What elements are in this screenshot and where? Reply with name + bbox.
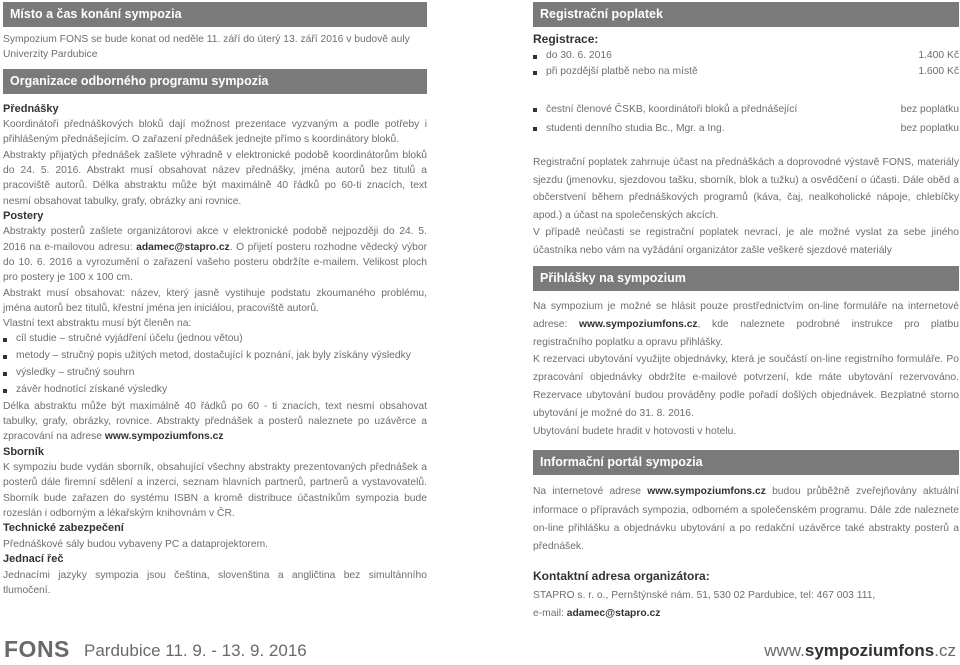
fee-list xyxy=(533,48,959,82)
bullet-icon xyxy=(3,355,7,359)
bullet-icon xyxy=(533,55,537,59)
posters-paragraph-1: Abstrakty posterů zašlete organizátorovi akce v elektronické podobě nejpozději do 24. 5. 2016 na e-mailovou adresu: adamec@stapro.cz. O přijetí posteru rozhodne vědecký výbor do 10. 6. 2016 a vyrozumění o zařazení vašeho posteru obdržíte e-mailem. Velikost ploch pro postery je 100 x 100 cm. xyxy=(3,226,428,284)
applications-paragraph-3: Ubytování budete hradit v hotovosti v hotelu. xyxy=(533,425,737,437)
fee-row xyxy=(533,64,959,81)
fee-row xyxy=(533,119,959,138)
applications-heading: Přihlášky na sympozium xyxy=(533,266,959,291)
registration-title: Registrace: xyxy=(533,32,599,46)
portal-paragraph: Na internetové adrese www.sympoziumfons.cz budou průběžně zveřejňovány aktuální informace o přípravách sympozia, odborném a společenském programu. Dále zde naleznete on-line přihlášku a objednávku ubytování a po redakční uzávěrce také abstrakty posterů a přednášek. xyxy=(533,486,960,553)
posters-paragraph-2: Abstrakt musí obsahovat: název, který jasně vystihuje podstatu zkoumaného problému, jména autorů bez titulů, křestní jména jen iniciálou, pracoviště autorů. xyxy=(3,287,427,314)
technical-title: Technické zabezpečení xyxy=(3,522,124,535)
bullet-icon xyxy=(3,389,7,393)
portal-heading: Informační portál sympozia xyxy=(533,450,959,475)
fee-value: bez poplatku xyxy=(900,123,959,135)
fee-value: 1.400 Kč xyxy=(918,49,959,61)
posters-paragraph-4: Délka abstraktu může být maximálně 40 řádků po 60 - ti znacích, text nesmí obsahovat tabulky, grafy, obrázky, rovnice. Abstrakty přednášek a posterů naleznete po uzávěrce a zpracování na adrese www.sympoziumfons.cz xyxy=(3,400,427,443)
fee-label: studenti denního studia Bc., Mgr. a Ing. xyxy=(546,123,725,135)
posters-email-link[interactable]: adamec@stapro.cz xyxy=(136,241,230,253)
right-column xyxy=(533,0,959,623)
fee-value: 1.600 Kč xyxy=(918,66,959,78)
fons-logo: FONS xyxy=(4,636,70,662)
bullet-icon xyxy=(533,71,537,75)
language-text: Jednacími jazyky sympozia jsou čeština, slovenština a angličtina bez simultánního tlumočení. xyxy=(3,569,427,596)
proceedings-text: K sympoziu bude vydán sborník, obsahující všechny abstrakty prezentovaných přednášek a posterů dále firemní sdělení a inzerci, seznam hlavních partnerů, partnerů a vystavovatelů. Sborník bude zařazen do systému ISBN a kromě distribuce účastníkům sympozia bude rozeslán i odborným a lékařským knihovnám v ČR. xyxy=(3,462,427,519)
contact-address: STAPRO s. r. o., Pernštýnské nám. 51, 530 02 Pardubice, tel: 467 003 111, xyxy=(533,589,876,601)
left-column xyxy=(3,0,427,598)
list-item: metody – stručný popis užitých metod, dostačující k poznání, jak byly získány výsledky xyxy=(3,348,427,365)
organization-heading: Organizace odborného programu sympozia xyxy=(3,69,427,94)
fee-label: čestní členové ČSKB, koordinátoři bloků a přednášející xyxy=(546,104,798,116)
portal-web-link[interactable]: www.sympoziumfons.cz xyxy=(647,486,766,498)
bullet-icon xyxy=(3,372,7,376)
lectures-paragraph-1: Koordinátoři přednáškových bloků dají možnost prezentace vyzvaným a podle potřeby i přihlášeným přednášejícím. O zařazení přednášek jednejte přímo s koordinátory bloků. xyxy=(3,119,427,146)
posters-title: Postery xyxy=(3,209,44,222)
venue-heading: Místo a čas konání sympozia xyxy=(3,2,427,27)
applications-paragraph-1: Na sympozium je možné se hlásit pouze prostřednictvím on-line formuláře na internetové adrese: www.sympoziumfons.cz, kde naleznete podrobné instrukce pro platbu registračního poplatku a opravu přihlášky. xyxy=(533,301,959,348)
footer xyxy=(0,632,960,665)
contact-email-line: e-mail: adamec@stapro.cz xyxy=(533,607,661,619)
technical-text: Přednáškové sály budou vybaveny PC a dataprojektorem. xyxy=(3,538,269,550)
venue-text: Sympozium FONS se bude konat od neděle 11. září do úterý 13. září 2016 v budově auly Univerzity Pardubice xyxy=(3,34,410,61)
language-title: Jednací řeč xyxy=(3,553,64,566)
list-item: závěr hodnotící získané výsledky xyxy=(3,382,427,399)
proceedings-title: Sborník xyxy=(3,445,44,458)
fee-label: do 30. 6. 2016 xyxy=(546,49,612,61)
posters-paragraph-3: Vlastní text abstraktu musí být členěn na: xyxy=(3,318,192,330)
fee-heading: Registrační poplatek xyxy=(533,2,959,27)
event-dates: Pardubice 11. 9. - 13. 9. 2016 xyxy=(84,641,307,660)
contact-title: Kontaktní adresa organizátora: xyxy=(533,569,710,584)
bullet-icon xyxy=(533,127,537,131)
posters-web-link[interactable]: www.sympoziumfons.cz xyxy=(104,431,224,443)
applications-web-link[interactable]: www.sympoziumfons.cz xyxy=(578,318,698,330)
fee-value: bez poplatku xyxy=(900,104,959,116)
fee-row xyxy=(533,100,959,119)
bullet-icon xyxy=(3,338,7,342)
contact-email-link[interactable]: adamec@stapro.cz xyxy=(566,607,661,619)
fee-row xyxy=(533,48,959,65)
lectures-title: Přednášky xyxy=(3,102,59,115)
list-item: cíl studie – stručné vyjádření účelu (jednou větou) xyxy=(3,331,427,348)
abstract-structure-list xyxy=(3,331,427,398)
applications-paragraph-2: K rezervaci ubytování využijte objednávky, která je součástí on-line registrního formuláře. Po zpracování objednávky obdržíte e-mailové potvrzení, kde máte ubytování rezervováno. Rezervace ubytování budou prováděny podle pořadí došlých objednávek. Bezplatné storno ubytování je možné do 31. 8. 2016. xyxy=(533,354,959,419)
free-list xyxy=(533,100,959,138)
list-item: výsledky – stručný souhrn xyxy=(3,365,427,382)
fee-label: při pozdější platbě nebo na místě xyxy=(546,66,698,78)
lectures-paragraph-2: Abstrakty přijatých přednášek zašlete výhradně v elektronické podobě koordinátorům bloků do 24. 5. 2016. Abstrakt musí obsahovat název přednášky, jména autorů bez titulů a pracoviště autorů. Délka abstraktu může být maximálně 40 řádků po 60-ti znacích, text nesmí obsahovat tabulky, grafy, obrázky ani rovnice. xyxy=(3,149,427,207)
footer-web-link[interactable]: www.sympoziumfons.cz xyxy=(764,641,956,660)
fee-paragraph-2: V případě neúčasti se registrační poplatek nevrací, je ale možné vyslat za sebe jiného účastníka nebo vám na vyžádání organizátor zašle veškeré sjezdové materiály xyxy=(533,227,959,256)
fee-paragraph-1: Registrační poplatek zahrnuje účast na přednáškách a doprovodné výstavě FONS, materiály sjezdu (jmenovku, sjezdovou tašku, sborník, blok a tužku) a osvědčení o účasti. Dále oběd a občerstvení během přednáškových programů (káva, čaj, nealkoholické nápoje, chlebíčky apod.) a účast na společenských akcích. xyxy=(533,157,959,221)
bullet-icon xyxy=(533,108,537,112)
